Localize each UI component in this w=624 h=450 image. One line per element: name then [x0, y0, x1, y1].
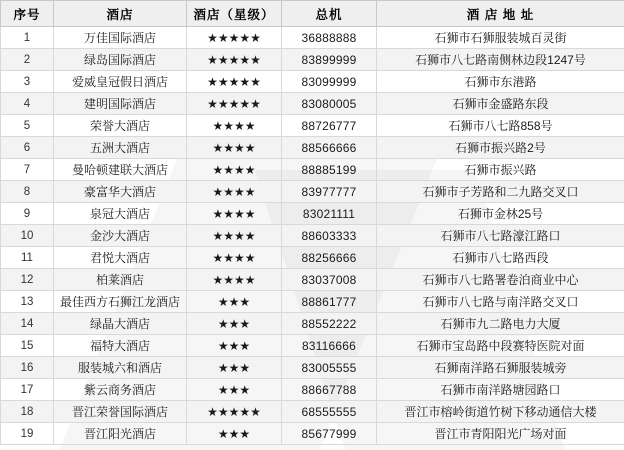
cell-phone: 88861777 [282, 291, 377, 313]
table-body [1, 27, 624, 445]
cell-stars: ★★★ [187, 379, 282, 401]
cell-stars: ★★★★ [187, 247, 282, 269]
cell-phone: 83099999 [282, 71, 377, 93]
cell-phone: 83037008 [282, 269, 377, 291]
cell-hotel-name: 建明国际酒店 [54, 93, 187, 115]
cell-stars: ★★★★★ [187, 71, 282, 93]
cell-hotel-name: 晋江荣誉国际酒店 [54, 401, 187, 423]
cell-index: 19 [1, 423, 54, 445]
cell-address: 石狮市宝岛路中段赛特医院对面 [377, 335, 624, 357]
cell-address: 石狮市南洋路塘园路口 [377, 379, 624, 401]
cell-stars: ★★★★★ [187, 27, 282, 49]
cell-phone: 88256666 [282, 247, 377, 269]
cell-address: 石狮市九二路电力大厦 [377, 313, 624, 335]
cell-phone: 83005555 [282, 357, 377, 379]
cell-stars: ★★★★ [187, 115, 282, 137]
cell-stars: ★★★★ [187, 269, 282, 291]
table-row [1, 71, 624, 93]
cell-stars: ★★★ [187, 291, 282, 313]
cell-stars: ★★★ [187, 357, 282, 379]
cell-address: 石狮市八七路与南洋路交叉口 [377, 291, 624, 313]
table-row [1, 203, 624, 225]
table-row [1, 357, 624, 379]
cell-index: 6 [1, 137, 54, 159]
table-row [1, 379, 624, 401]
table-row [1, 27, 624, 49]
table-row [1, 269, 624, 291]
column-header-hotel: 酒店 [54, 1, 187, 27]
cell-hotel-name: 福特大酒店 [54, 335, 187, 357]
cell-hotel-name: 荣誉大酒店 [54, 115, 187, 137]
table-row [1, 115, 624, 137]
cell-hotel-name: 豪富华大酒店 [54, 181, 187, 203]
cell-index: 1 [1, 27, 54, 49]
cell-address: 石狮市振兴路 [377, 159, 624, 181]
cell-phone: 36888888 [282, 27, 377, 49]
cell-hotel-name: 柏莱酒店 [54, 269, 187, 291]
table-row [1, 181, 624, 203]
cell-phone: 88726777 [282, 115, 377, 137]
cell-phone: 88667788 [282, 379, 377, 401]
column-header-address: 酒 店 地 址 [377, 1, 624, 27]
cell-index: 5 [1, 115, 54, 137]
cell-index: 11 [1, 247, 54, 269]
table-row [1, 291, 624, 313]
cell-address: 石狮南洋路石狮服装城旁 [377, 357, 624, 379]
table-row [1, 49, 624, 71]
cell-index: 15 [1, 335, 54, 357]
cell-address: 石狮市金林25号 [377, 203, 624, 225]
cell-address: 石狮市八七路858号 [377, 115, 624, 137]
cell-address: 晋江市榕岭街道竹树下移动通信大楼 [377, 401, 624, 423]
cell-index: 10 [1, 225, 54, 247]
cell-hotel-name: 曼哈顿建联大酒店 [54, 159, 187, 181]
table-header-row [1, 1, 624, 27]
cell-phone: 68555555 [282, 401, 377, 423]
cell-stars: ★★★★★ [187, 401, 282, 423]
cell-phone: 83899999 [282, 49, 377, 71]
cell-index: 2 [1, 49, 54, 71]
table-row [1, 313, 624, 335]
cell-index: 18 [1, 401, 54, 423]
column-header-phone: 总机 [282, 1, 377, 27]
cell-index: 8 [1, 181, 54, 203]
cell-index: 12 [1, 269, 54, 291]
table-row [1, 335, 624, 357]
cell-stars: ★★★★ [187, 225, 282, 247]
cell-address: 石狮市八七路濠江路口 [377, 225, 624, 247]
cell-hotel-name: 紫云商务酒店 [54, 379, 187, 401]
cell-phone: 83116666 [282, 335, 377, 357]
cell-index: 17 [1, 379, 54, 401]
cell-index: 4 [1, 93, 54, 115]
cell-hotel-name: 万佳国际酒店 [54, 27, 187, 49]
cell-hotel-name: 金沙大酒店 [54, 225, 187, 247]
cell-address: 石狮市石狮服装城百灵街 [377, 27, 624, 49]
cell-hotel-name: 绿晶大酒店 [54, 313, 187, 335]
cell-phone: 83021111 [282, 203, 377, 225]
table-row [1, 225, 624, 247]
cell-address: 石狮市振兴路2号 [377, 137, 624, 159]
cell-stars: ★★★ [187, 313, 282, 335]
cell-phone: 83080005 [282, 93, 377, 115]
cell-stars: ★★★★ [187, 181, 282, 203]
table-row [1, 159, 624, 181]
cell-index: 7 [1, 159, 54, 181]
cell-hotel-name: 最佳西方石狮江龙酒店 [54, 291, 187, 313]
cell-phone: 85677999 [282, 423, 377, 445]
cell-phone: 88603333 [282, 225, 377, 247]
cell-stars: ★★★★ [187, 137, 282, 159]
cell-phone: 88885199 [282, 159, 377, 181]
table-row [1, 247, 624, 269]
cell-address: 晋江市青阳阳光广场对面 [377, 423, 624, 445]
table-header [1, 1, 624, 27]
cell-stars: ★★★★ [187, 159, 282, 181]
cell-phone: 88566666 [282, 137, 377, 159]
cell-index: 3 [1, 71, 54, 93]
cell-stars: ★★★★★ [187, 49, 282, 71]
cell-hotel-name: 泉冠大酒店 [54, 203, 187, 225]
table-row [1, 401, 624, 423]
table-row [1, 423, 624, 445]
column-header-index: 序号 [1, 1, 54, 27]
cell-hotel-name: 爱威皇冠假日酒店 [54, 71, 187, 93]
cell-hotel-name: 绿岛国际酒店 [54, 49, 187, 71]
cell-address: 石狮市子芳路和二九路交叉口 [377, 181, 624, 203]
cell-index: 9 [1, 203, 54, 225]
cell-stars: ★★★★★ [187, 93, 282, 115]
cell-index: 14 [1, 313, 54, 335]
cell-address: 石狮市金盛路东段 [377, 93, 624, 115]
cell-index: 16 [1, 357, 54, 379]
cell-address: 石狮市东港路 [377, 71, 624, 93]
cell-phone: 88552222 [282, 313, 377, 335]
cell-hotel-name: 五洲大酒店 [54, 137, 187, 159]
cell-hotel-name: 服装城六和酒店 [54, 357, 187, 379]
cell-address: 石狮市八七路西段 [377, 247, 624, 269]
cell-stars: ★★★★ [187, 203, 282, 225]
cell-address: 石狮市八七路署卷泊商业中心 [377, 269, 624, 291]
table-row [1, 93, 624, 115]
column-header-stars: 酒店（星级） [187, 1, 282, 27]
table-row [1, 137, 624, 159]
cell-hotel-name: 晋江阳光酒店 [54, 423, 187, 445]
cell-index: 13 [1, 291, 54, 313]
cell-hotel-name: 君悦大酒店 [54, 247, 187, 269]
cell-stars: ★★★ [187, 335, 282, 357]
cell-phone: 83977777 [282, 181, 377, 203]
cell-stars: ★★★ [187, 423, 282, 445]
cell-address: 石狮市八七路南侧林边段1247号 [377, 49, 624, 71]
